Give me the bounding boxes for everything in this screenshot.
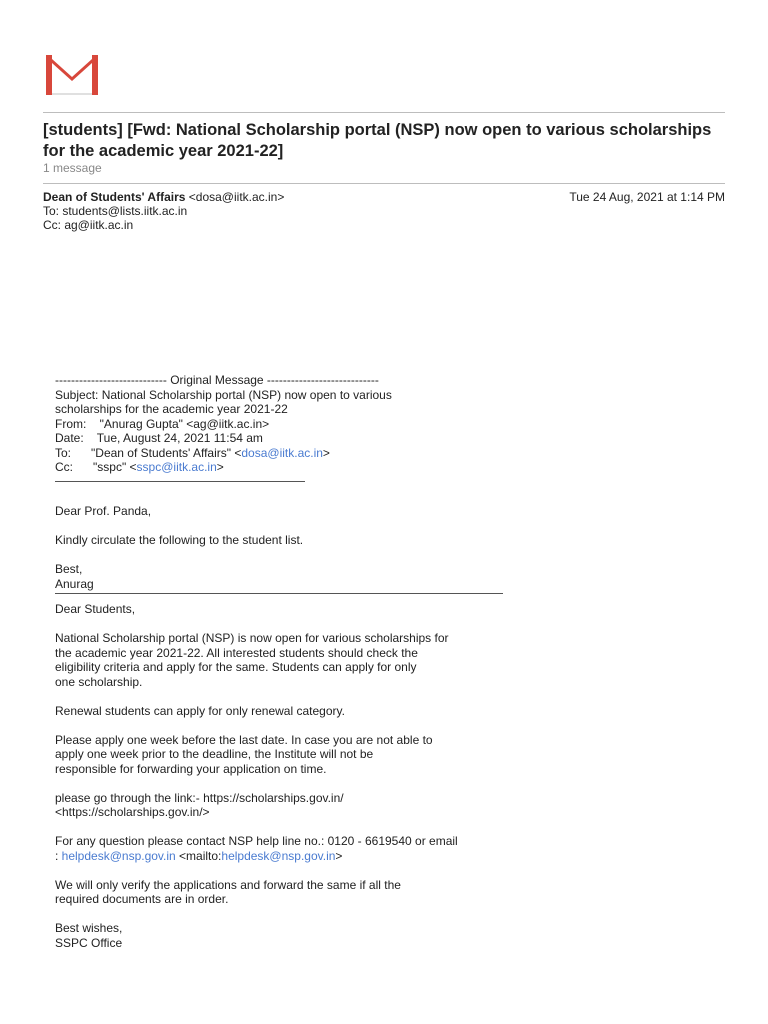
top-divider xyxy=(43,112,725,113)
para3-line2: apply one week prior to the deadline, the Institute will not be xyxy=(55,747,374,761)
sender-line xyxy=(43,190,284,204)
helpdesk-mailto-link[interactable]: helpdesk@nsp.gov.in xyxy=(221,848,336,863)
para3-line1: Please apply one week before the last date. In case you are not able to xyxy=(55,732,433,747)
sender-email: <dosa@iitk.ac.in> xyxy=(188,190,285,204)
fwd-to-suffix: > xyxy=(322,445,330,460)
email-date: Tue 24 Aug, 2021 at 1:14 PM xyxy=(569,190,725,204)
para5-suffix: > xyxy=(335,848,343,863)
request-line: Kindly circulate the following to the student list. xyxy=(55,533,304,547)
fwd-subject-line1: Subject: National Scholarship portal (NSP) now open to various xyxy=(55,387,392,402)
para1-line3: eligibility criteria and apply for the same. Students can apply for only xyxy=(55,660,417,674)
para1-line1: National Scholarship portal (NSP) is now open for various scholarships for xyxy=(55,631,449,645)
greeting: Dear Prof. Panda, xyxy=(55,504,152,518)
sender-name: Dean of Students' Affairs xyxy=(43,190,186,204)
fwd-subject-line2: scholarships for the academic year 2021-22 xyxy=(55,402,288,416)
para5-prefix: : xyxy=(55,848,62,863)
signoff-best: Best, xyxy=(55,562,83,576)
para3-line3: responsible for forwarding your application on time. xyxy=(55,761,327,776)
email-body xyxy=(55,373,525,950)
para6-line2: required documents are in order. xyxy=(55,892,229,906)
para5-mid: <mailto: xyxy=(175,848,222,863)
cc-line: Cc: ag@iitk.ac.in xyxy=(43,218,134,232)
closing-office: SSPC Office xyxy=(55,935,123,950)
gmail-logo-icon xyxy=(44,53,100,97)
body-separator xyxy=(55,593,503,595)
fwd-from: From: "Anurag Gupta" <ag@iitk.ac.in> xyxy=(55,416,270,431)
signoff-name: Anurag xyxy=(55,576,94,591)
para5-line1: For any question please contact NSP help line no.: 0120 - 6619540 or email xyxy=(55,834,458,848)
header-divider xyxy=(43,183,725,184)
para2: Renewal students can apply for only renewal category. xyxy=(55,703,345,718)
fwd-cc-link[interactable]: sspc@iitk.ac.in xyxy=(136,460,217,474)
para1-line2: the academic year 2021-22. All interested students should check the xyxy=(55,645,418,660)
fwd-cc xyxy=(55,460,525,475)
fwd-cc-suffix: > xyxy=(216,460,224,474)
fwd-to-prefix: To: "Dean of Students' Affairs" < xyxy=(55,445,242,460)
fwd-cc-prefix: Cc: "sspc" < xyxy=(55,460,137,474)
helpdesk-link[interactable]: helpdesk@nsp.gov.in xyxy=(61,848,176,863)
para6-line1: We will only verify the applications and forward the same if all the xyxy=(55,877,401,892)
para4-line2: <https://scholarships.gov.in/> xyxy=(55,805,210,819)
closing-best-wishes: Best wishes, xyxy=(55,921,123,935)
students-greeting: Dear Students, xyxy=(55,602,136,616)
para1-line4: one scholarship. xyxy=(55,674,143,689)
to-line: To: students@lists.iitk.ac.in xyxy=(43,204,188,218)
para4-line1: please go through the link:- https://scholarships.gov.in/ xyxy=(55,790,344,805)
para5-line2 xyxy=(55,849,525,864)
fwd-date: Date: Tue, August 24, 2021 11:54 am xyxy=(55,431,263,445)
fwd-to-link[interactable]: dosa@iitk.ac.in xyxy=(241,445,323,460)
message-count: 1 message xyxy=(43,161,102,175)
email-subject: [students] [Fwd: National Scholarship portal (NSP) now open to various scholarships for the academic year 2021-22] xyxy=(43,121,712,160)
original-message-banner: ---------------------------- Original Message ---------------------------- xyxy=(55,373,379,387)
fwd-to xyxy=(55,446,525,461)
fwd-separator xyxy=(55,481,305,483)
